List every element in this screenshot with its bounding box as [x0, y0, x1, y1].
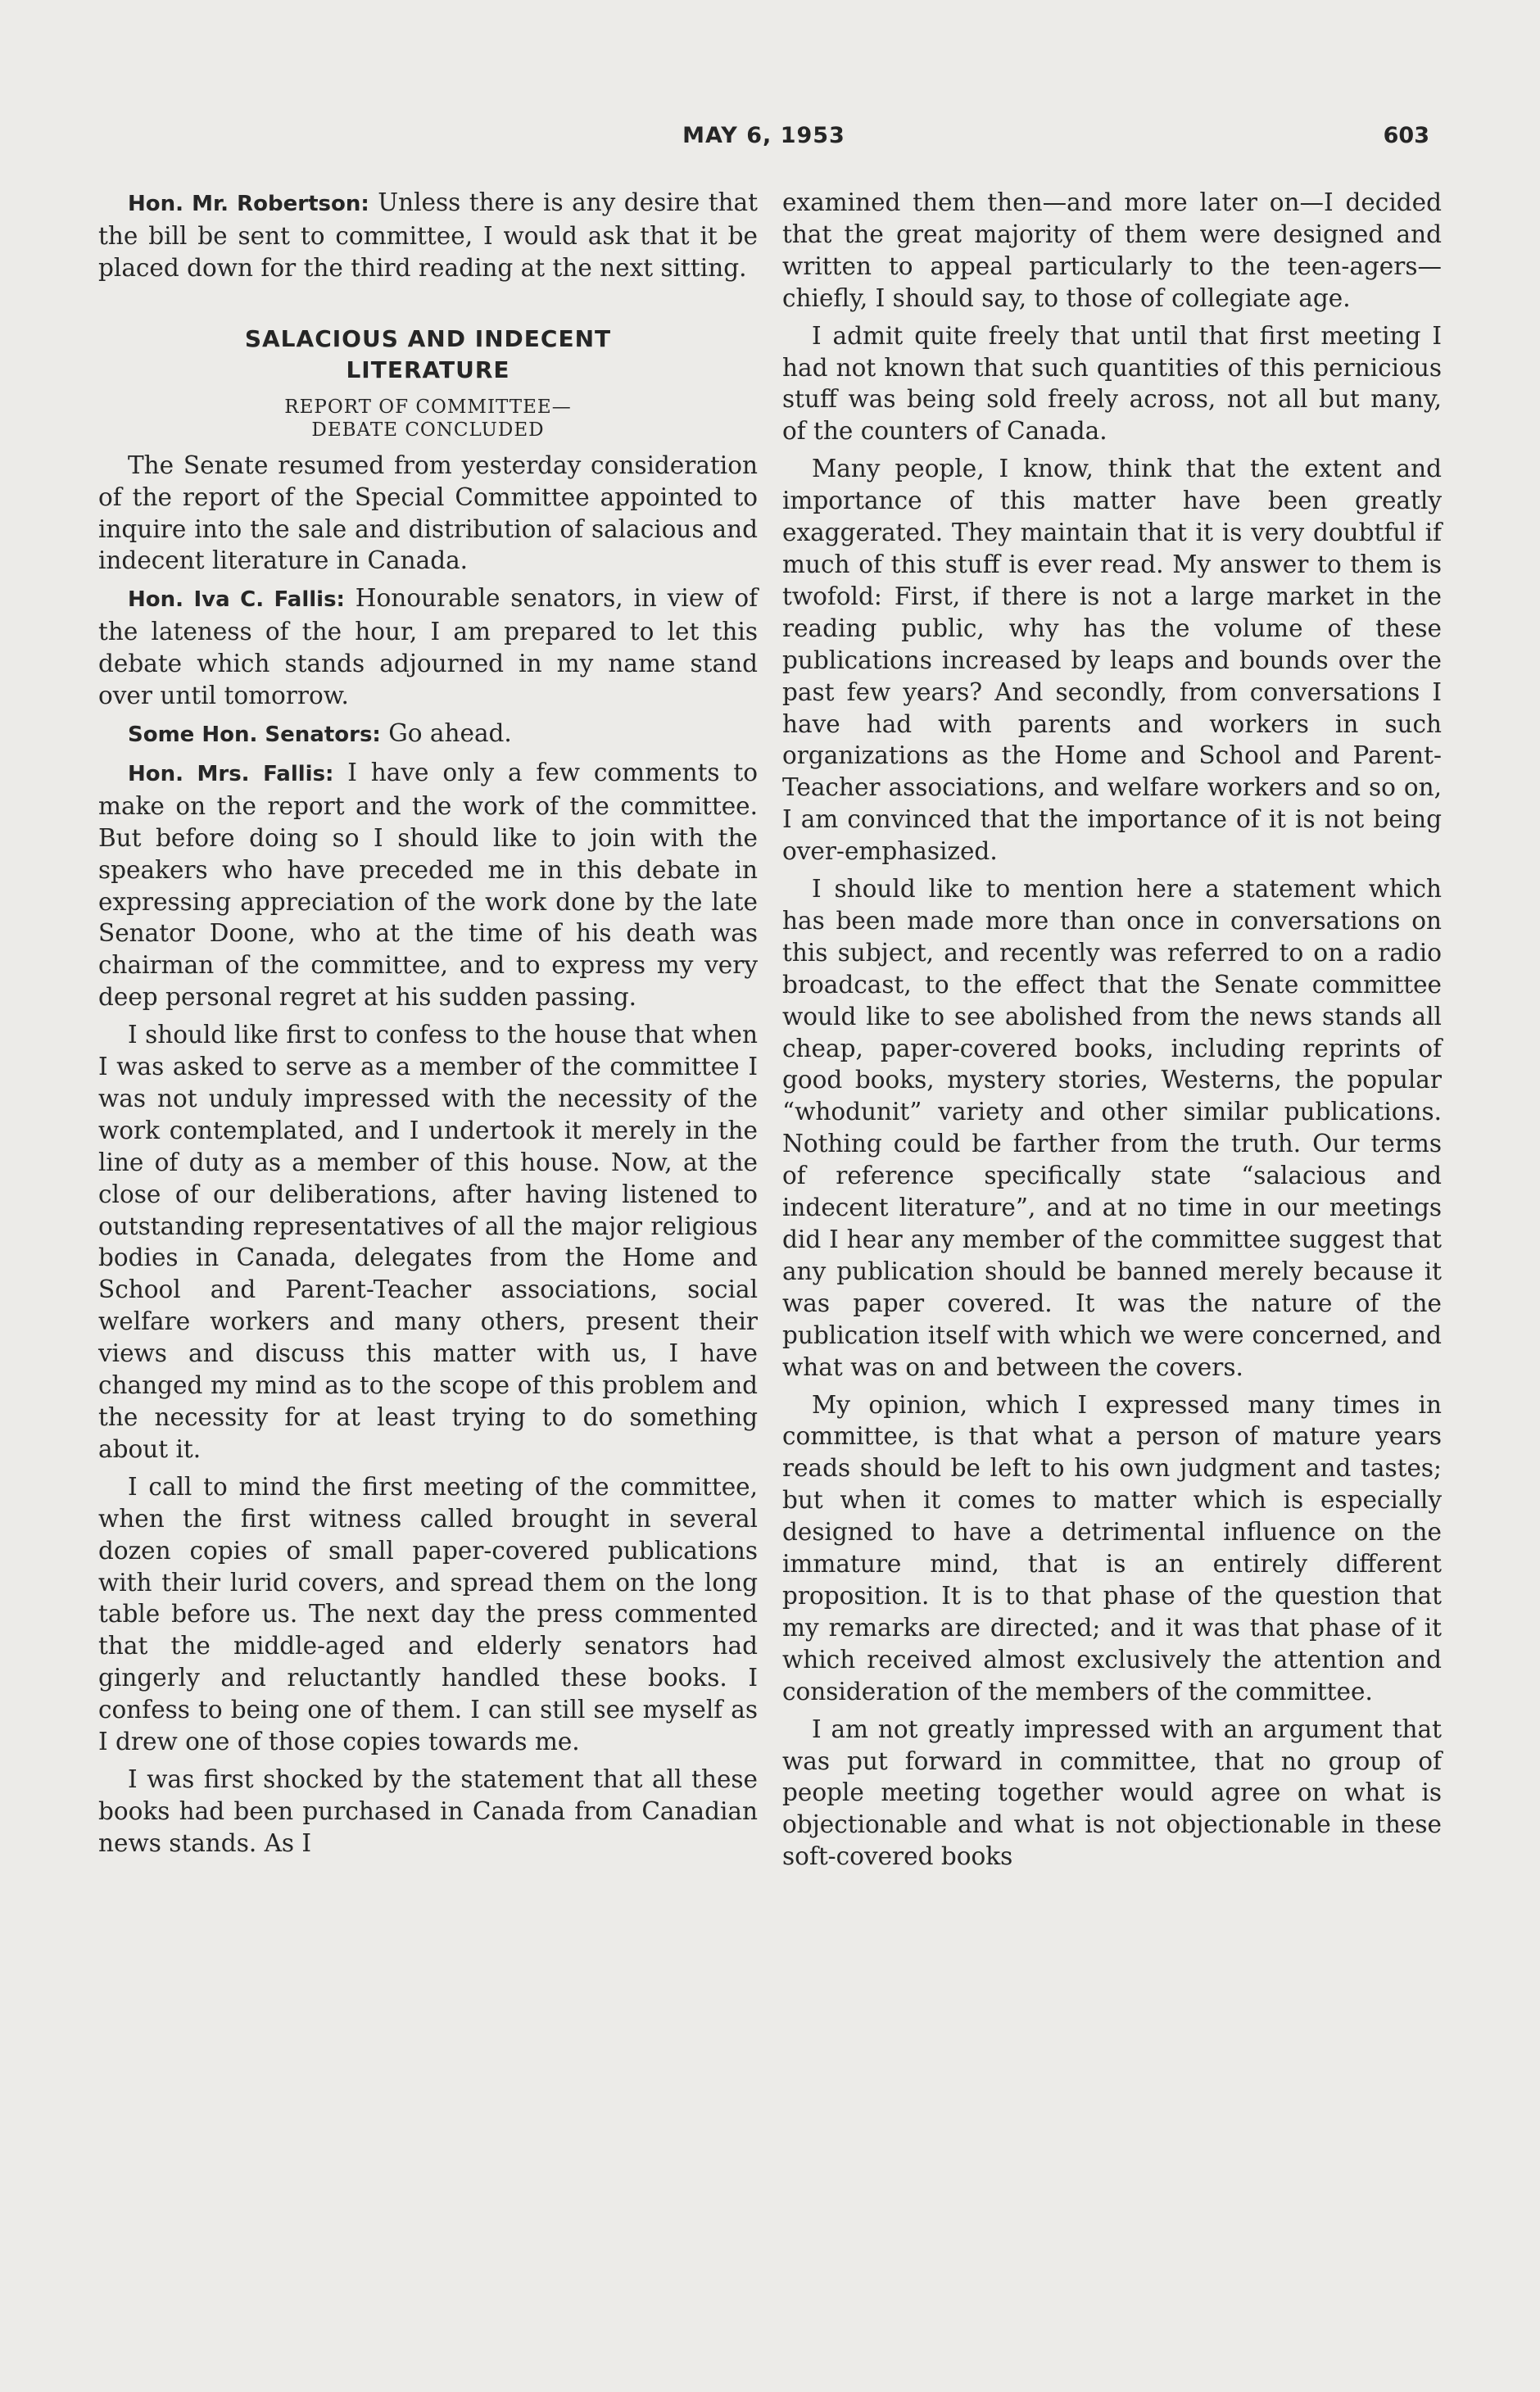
paragraph: My opinion, which I expressed many times in committee, is that what a person of mature years reads should be left to his own judgment and tastes; but when it comes to matter which is especially designed to have a detrimental influence on the immature mind, that is an entirely different proposition. It is to that phase of the question that my remarks are directed; and it was that phase of it which received almost exclusively the attention and consideration of the members of the committee.	[782, 1390, 1442, 1706]
speaker-name: Some Hon. Senators:	[128, 722, 381, 747]
section-heading-line: LITERATURE	[346, 356, 510, 383]
paragraph	[98, 187, 758, 284]
speaker-name: Hon. Iva C. Fallis:	[128, 587, 345, 613]
header-date: MAY 6, 1953	[682, 123, 845, 148]
section-heading-line: SALACIOUS AND INDECENT	[244, 324, 612, 352]
paragraph-continued: examined them then—and more later on—I decided that the great majority of them were designed and written to appeal particularly to the teen-agers—chiefly, I should say, to those of collegiate age.	[782, 188, 1442, 312]
paragraph	[98, 582, 758, 712]
paragraph: I was first shocked by the statement that all these books had been purchased in Canada from Canadian news stands. As I	[98, 1765, 758, 1857]
paragraph: I should like first to confess to the house that when I was asked to serve as a member of the committee I was not unduly impressed with the necessity of the work contemplated, and I undertook it merely in the line of duty as a member of this house. Now, at the close of our deliberations, after having listened to outstanding representatives of all the major religious bodies in Canada, delegates from the Home and School and Parent-Teacher associations, social welfare workers and many others, present their views and discuss this matter with us, I have changed my mind as to the scope of this problem and the necessity for at least trying to do something about it.	[98, 1021, 758, 1463]
page-header	[98, 123, 1429, 164]
paragraph-text: Unless there is any desire that the bill be sent to committee, I would ask that it be placed down for the third reading at the next sitting.	[98, 188, 758, 282]
right-column	[782, 187, 1442, 1878]
paragraph: I call to mind the first meeting of the committee, when the first witness called brought in several dozen copies of small paper-covered publications with their lurid covers, and spread them on the long table before us. The next day the press commented that the middle-aged and elderly senators had gingerly and reluctantly handled these books. I confess to being one of them. I can still see myself as I drew one of those copies towards me.	[98, 1472, 758, 1756]
paragraph: Many people, I know, think that the extent and importance of this matter have been greatly exaggerated. They maintain that it is very doubtful if much of this stuff is ever read. My answer to them is twofold: First, if there is not a large market in the reading public, why has the volume of these publications increased by leaps and bounds over the past few years? And secondly, from conversations I have had with parents and workers in such organizations as the Home and School and Parent-Teacher associations, and welfare workers and so on, I am convinced that the importance of it is not being over-emphasized.	[782, 455, 1442, 866]
left-column	[98, 187, 758, 1865]
page-number: 603	[1383, 123, 1429, 148]
paragraph-text: Go ahead.	[380, 718, 512, 747]
paragraph: I am not greatly impressed with an argument that was put forward in committee, that no group of people meeting together would agree on what is objectionable and what is not objectionable in these soft-covered books	[782, 1715, 1442, 1871]
paragraph: I admit quite freely that until that first meeting I had not known that such quantities of this pernicious stuff was being sold freely across, not all but many, of the counters of Canada.	[782, 321, 1442, 446]
paragraph-text: Honourable senators, in view of the lateness of the hour, I am prepared to let this debate which stands adjourned in my name stand over until tomorrow.	[98, 584, 758, 710]
section-heading	[98, 324, 758, 386]
paragraph-text: I have only a few comments to make on the report and the work of the committee. But before doing so I should like to join with the speakers who have preceded me in this debate in expressing appreciation of the work done by the late Senator Doone, who at the time of his death was chairman of the committee, and to express my very deep personal regret at his sudden passing.	[98, 758, 759, 1012]
section-subheading	[98, 396, 758, 442]
section-subheading-line: DEBATE CONCLUDED	[311, 419, 545, 441]
paragraph: I should like to mention here a statement which has been made more than once in conversations on this subject, and recently was referred to on a radio broadcast, to the effect that the Senate committee would like to see abolished from the news stands all cheap, paper-covered books, including reprints of good books, mystery stories, Westerns, the popular “whodunit” variety and other similar publications. Nothing could be farther from the truth. Our terms of reference specifically state “salacious and indecent literature”, and at no time in our meetings did I hear any member of the committee suggest that any publication should be banned merely because it was paper covered. It was the nature of the publication itself with which we were concerned, and what was on and between the covers.	[782, 875, 1442, 1381]
speaker-name: Hon. Mr. Robertson:	[128, 192, 369, 216]
section-subheading-line: REPORT OF COMMITTEE—	[284, 396, 572, 418]
paragraph	[98, 757, 758, 1013]
paragraph	[98, 718, 758, 751]
speaker-name: Hon. Mrs. Fallis:	[128, 761, 334, 786]
paragraph: The Senate resumed from yesterday consideration of the report of the Special Committee appointed to inquire into the sale and distribution of salacious and indecent literature in Canada.	[98, 451, 758, 575]
